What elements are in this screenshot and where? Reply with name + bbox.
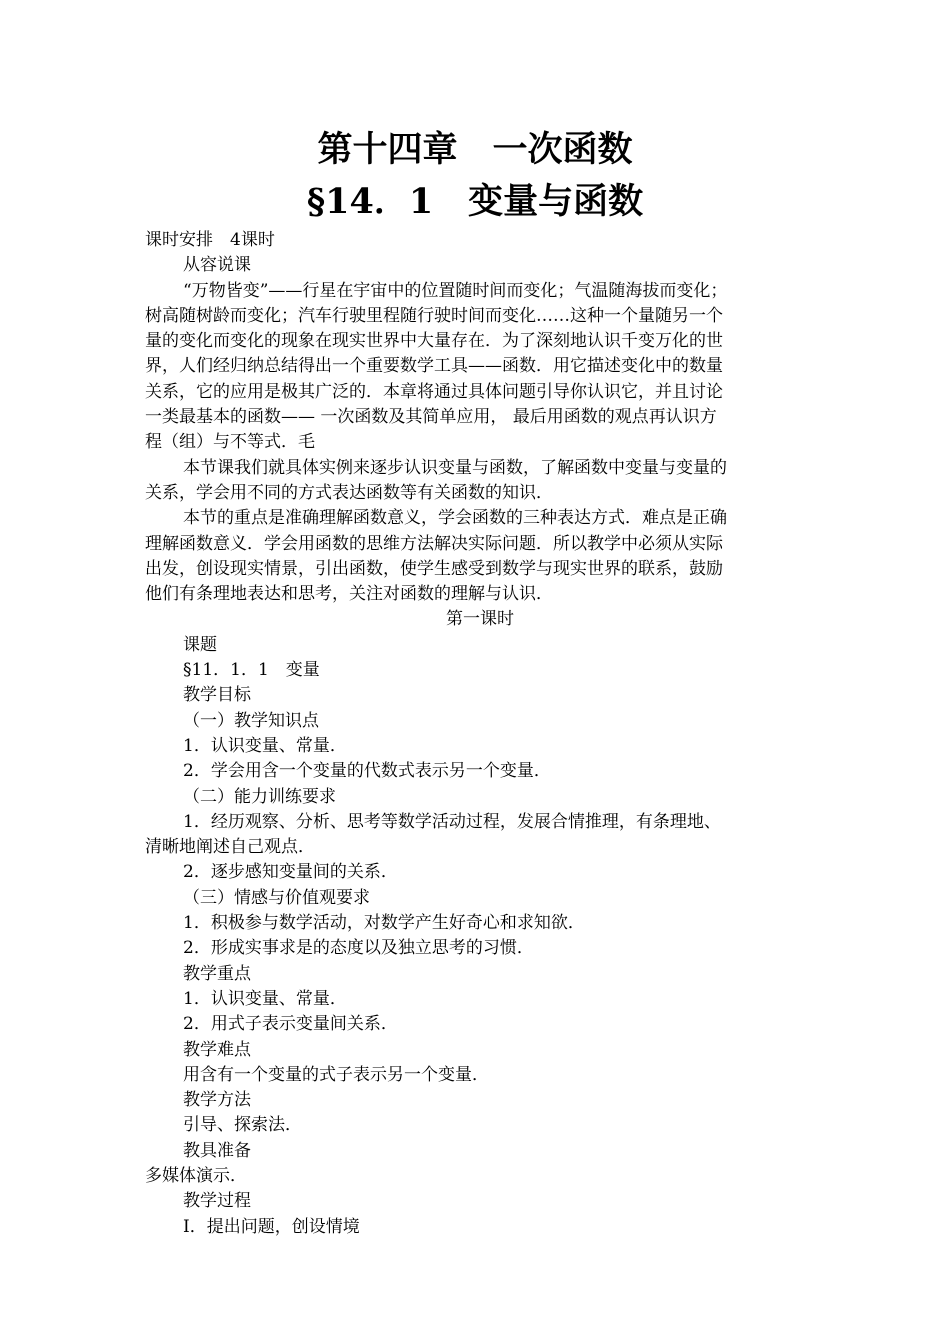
section-title: §14．1 变量与函数 bbox=[306, 181, 644, 222]
chapter-title: 第十四章 一次函数 bbox=[317, 129, 633, 170]
text-line: 清晰地阐述自己观点． bbox=[145, 837, 315, 858]
text-line: “万物皆变”——行星在宇宙中的位置随时间而变化；气温随海拔而变化； bbox=[183, 280, 728, 301]
text-line: 教学过程 bbox=[183, 1191, 251, 1212]
text-line: 出发，创设现实情景，引出函数，使学生感受到数学与现实世界的联系，鼓励 bbox=[145, 558, 723, 579]
text-line: 他们有条理地表达和思考，关注对函数的理解与认识． bbox=[145, 584, 553, 605]
text-line: 2．形成实事求是的态度以及独立思考的习惯． bbox=[183, 938, 534, 959]
text-line: §11．1．1 变量 bbox=[183, 660, 320, 681]
text-line: 本节课我们就具体实例来逐步认识变量与函数，了解函数中变量与变量的 bbox=[183, 457, 727, 478]
text-line: 关系，学会用不同的方式表达函数等有关函数的知识． bbox=[145, 482, 553, 503]
text-line: （三）情感与价值观要求 bbox=[183, 887, 370, 908]
text-line: 本节的重点是准确理解函数意义，学会函数的三种表达方式．难点是正确 bbox=[183, 508, 727, 529]
text-line: 教学难点 bbox=[183, 1039, 251, 1060]
text-line: 界，人们经归纳总结得出一个重要数学工具——函数．用它描述变化中的数量 bbox=[145, 356, 723, 377]
text-line: 树高随树龄而变化；汽车行驶里程随行驶时间而变化……这种一个量随另一个 bbox=[145, 305, 723, 326]
text-line: 课题 bbox=[183, 634, 217, 655]
text-line: 用含有一个变量的式子表示另一个变量． bbox=[183, 1064, 489, 1085]
document-body bbox=[145, 228, 815, 1240]
text-line: 从容说课 bbox=[183, 255, 251, 276]
text-line: 2．逐步感知变量间的关系． bbox=[183, 862, 398, 883]
text-line: 量的变化而变化的现象在现实世界中大量存在．为了深刻地认识千变万化的世 bbox=[145, 331, 723, 352]
text-line: 第一课时 bbox=[446, 609, 514, 630]
text-line: 1．经历观察、分析、思考等数学活动过程，发展合情推理，有条理地、 bbox=[183, 811, 721, 832]
text-line: 教学重点 bbox=[183, 963, 251, 984]
text-line: 教学方法 bbox=[183, 1090, 251, 1111]
text-line: （一）教学知识点 bbox=[183, 710, 319, 731]
text-line: 多媒体演示． bbox=[145, 1165, 247, 1186]
text-line: 1．认识变量、常量． bbox=[183, 735, 347, 756]
text-line: 1．认识变量、常量． bbox=[183, 988, 347, 1009]
text-line: 2．用式子表示变量间关系． bbox=[183, 1014, 398, 1035]
text-line: 教学目标 bbox=[183, 685, 251, 706]
text-line: 教具准备 bbox=[183, 1140, 251, 1161]
text-line: 程（组）与不等式．毛 bbox=[145, 432, 315, 453]
text-line: 关系，它的应用是极其广泛的．本章将通过具体问题引导你认识它，并且讨论 bbox=[145, 381, 723, 402]
text-line: 理解函数意义．学会用函数的思维方法解决实际问题．所以教学中必须从实际 bbox=[145, 533, 723, 554]
text-line: 2．学会用含一个变量的代数式表示另一个变量． bbox=[183, 761, 551, 782]
text-line: Ⅰ．提出问题，创设情境 bbox=[183, 1216, 360, 1237]
text-line: 引导、探索法． bbox=[183, 1115, 302, 1136]
text-line: 1．积极参与数学活动，对数学产生好奇心和求知欲． bbox=[183, 913, 585, 934]
text-line: 一类最基本的函数—— 一次函数及其简单应用， 最后用函数的观点再认识方 bbox=[145, 407, 717, 428]
text-line: 课时安排 4课时 bbox=[145, 230, 275, 250]
text-line: （二）能力训练要求 bbox=[183, 786, 336, 807]
